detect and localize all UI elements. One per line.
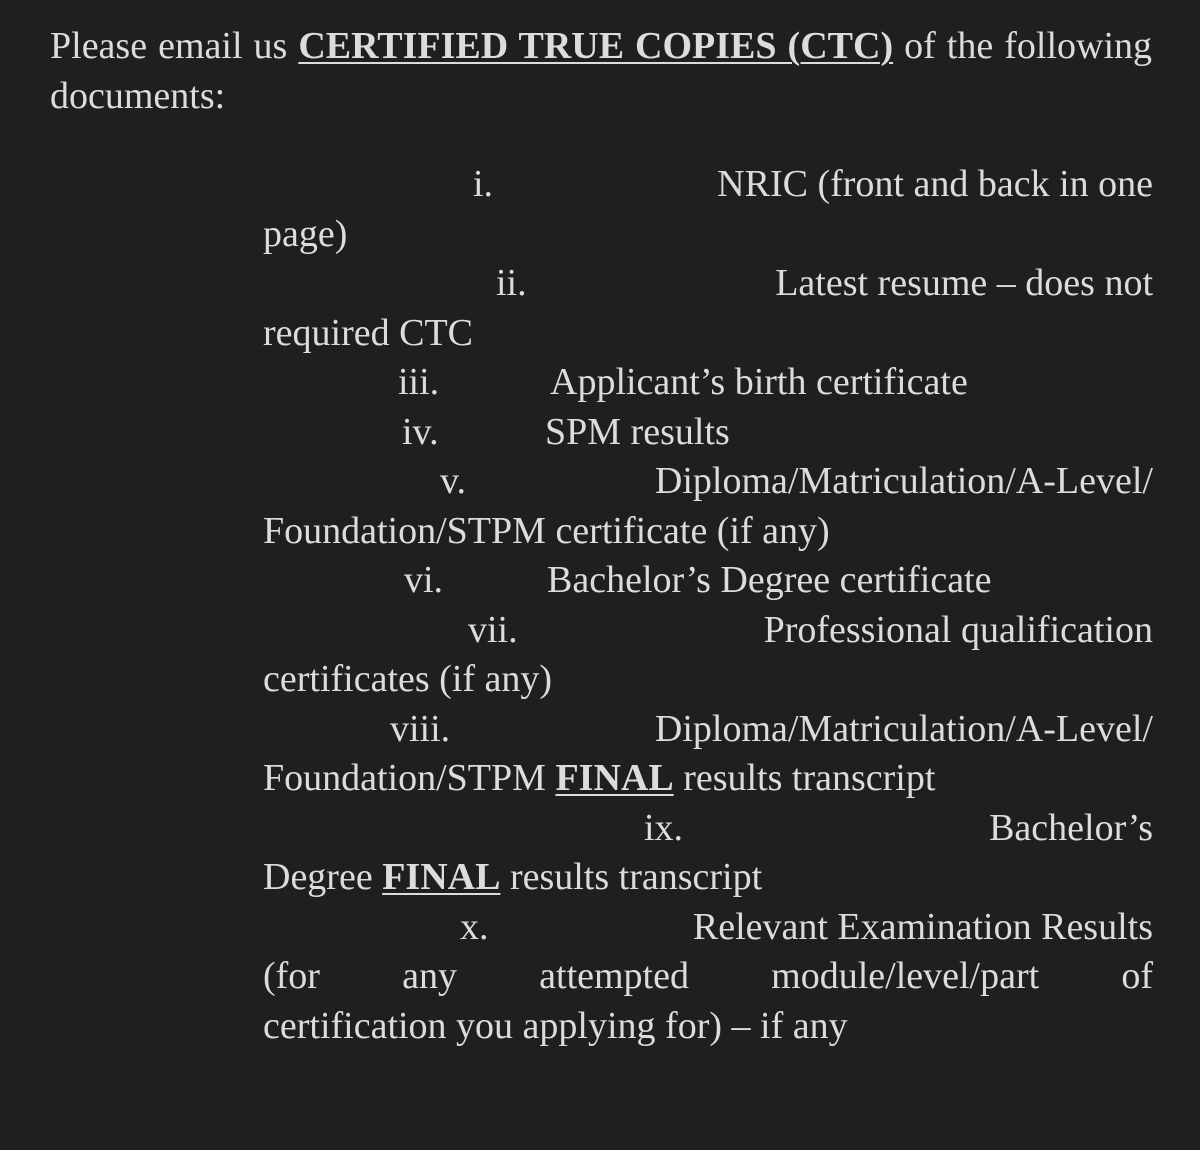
item-numeral: vii. <box>468 608 518 651</box>
item-numeral: ii. <box>496 262 527 304</box>
item-text: SPM results <box>545 410 730 453</box>
list-item <box>263 259 1153 309</box>
item-numeral: iii. <box>398 361 440 403</box>
item-numeral: v. <box>440 460 467 502</box>
item-numeral: ix. <box>644 806 684 849</box>
item-word: module/level/part <box>771 955 1040 997</box>
item-text-part: results transcript <box>500 856 763 898</box>
item-text-continued: certificates (if any) <box>263 658 553 700</box>
list-item <box>263 408 1153 458</box>
item-numeral: viii. <box>390 707 451 750</box>
intro-suffix: of the following documents: <box>50 25 1152 117</box>
item-text: Diploma/Matriculation/A-Level/ <box>654 460 1153 502</box>
item-text: NRIC (front and back in one <box>717 163 1153 205</box>
intro-prefix: Please email us <box>50 25 299 67</box>
item-text: Bachelor’s Degree certificate <box>547 559 992 601</box>
item-word: attempted <box>539 955 689 997</box>
item-text: Applicant’s birth certificate <box>550 361 968 403</box>
ctc-emphasis: CERTIFIED TRUE COPIES (CTC) <box>298 25 894 67</box>
item-text-part: Degree <box>263 856 383 898</box>
final-emphasis: FINAL <box>555 757 674 799</box>
item-text-continued: Foundation/STPM certificate (if any) <box>263 509 830 552</box>
item-continuation <box>263 1002 1153 1052</box>
item-continuation <box>263 655 1153 705</box>
item-text-part: results transcript <box>673 757 936 799</box>
list-item <box>263 606 1153 656</box>
item-text-continued <box>263 754 935 804</box>
item-text-continued <box>263 853 762 903</box>
item-text: Professional qualification <box>763 608 1153 651</box>
list-item <box>263 358 1153 408</box>
item-continuation <box>263 210 1153 260</box>
list-item <box>263 457 1153 507</box>
item-text-part: Foundation/STPM <box>263 757 556 799</box>
list-item <box>263 804 1153 854</box>
item-text-continued: required CTC <box>263 311 474 354</box>
document-list <box>263 160 1153 1051</box>
item-word: of <box>1121 955 1153 997</box>
item-continuation <box>263 853 1153 903</box>
list-item <box>263 160 1153 210</box>
item-text: Relevant Examination Results <box>692 905 1153 948</box>
list-item <box>263 903 1153 953</box>
item-text-continued: certification you applying for) – if any <box>263 1004 848 1047</box>
list-item <box>263 705 1153 755</box>
final-emphasis: FINAL <box>382 856 501 898</box>
list-item <box>263 556 1153 606</box>
item-continuation <box>263 952 1153 1002</box>
item-text: Latest resume – does not <box>775 262 1153 304</box>
item-continuation <box>263 754 1153 804</box>
item-word: (for <box>263 955 320 997</box>
item-numeral: vi. <box>404 559 444 601</box>
item-text: Bachelor’s <box>989 806 1153 849</box>
item-numeral: iv. <box>402 410 439 453</box>
item-text: Diploma/Matriculation/A-Level/ <box>654 707 1153 750</box>
item-word: any <box>402 955 457 997</box>
item-continuation <box>263 309 1153 359</box>
item-numeral: x. <box>460 905 489 948</box>
item-continuation <box>263 507 1153 557</box>
intro-paragraph <box>50 22 1152 121</box>
item-numeral: i. <box>473 163 494 205</box>
item-text-continued: page) <box>263 212 348 255</box>
